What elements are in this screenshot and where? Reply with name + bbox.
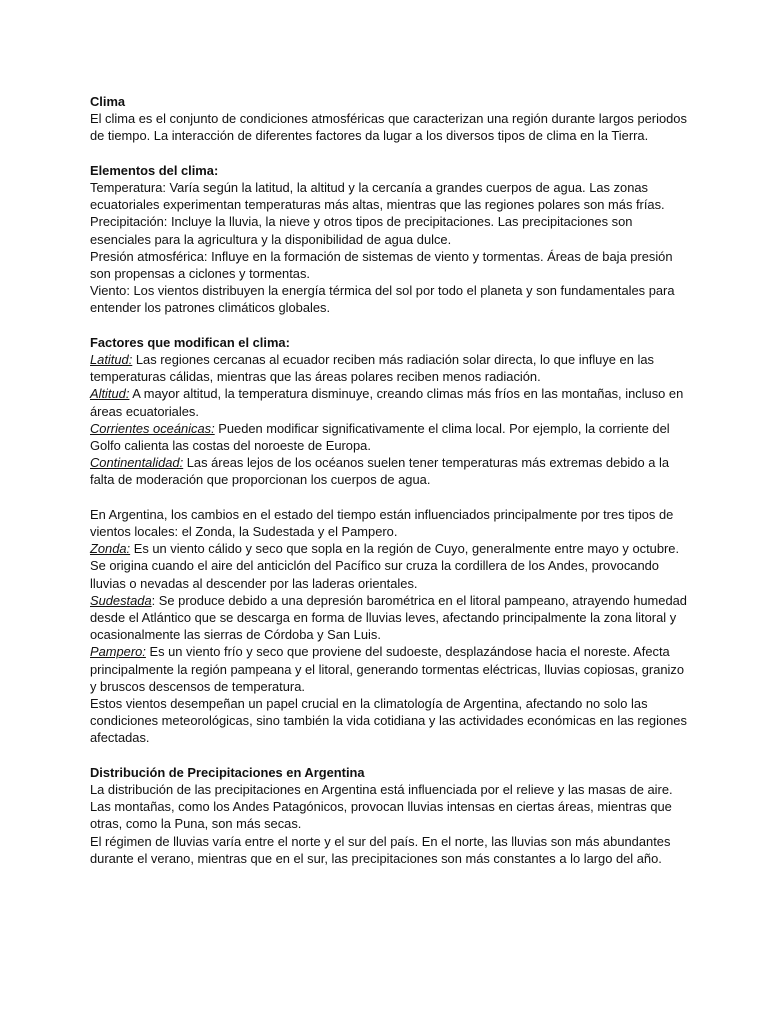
elemento-temperatura: Temperatura: Varía según la latitud, la altitud y la cercanía a grandes cuerpos de agua. Las zonas ecuatoriales experimentan temperaturas más altas, mientras que las regiones polares son más frías. xyxy=(90,180,665,213)
factor-term: Continentalidad: xyxy=(90,455,184,471)
viento-text: Es un viento frío y seco que proviene del sudoeste, desplazándose hacia el noreste. Afecta principalmente la región pampeana y el litoral, generando tormentas eléctricas, lluvias copiosas, granizo y bruscos descensos de temperatura. xyxy=(90,644,685,694)
section-clima xyxy=(90,93,690,145)
argentina-intro: En Argentina, los cambios en el estado del tiempo están influenciados principalmente por tres tipos de vientos locales: el Zonda, la Sudestada y el Pampero. xyxy=(90,506,674,540)
factor-altitud xyxy=(90,385,690,419)
viento-text: Es un viento cálido y seco que sopla en la región de Cuyo, generalmente entre mayo y octubre. Se origina cuando el aire del anticiclón del Pacífico sur cruza la cordillera de los Andes, provocando lluvias o nevadas al descender por las laderas orientales. xyxy=(90,541,680,591)
factor-term: Latitud: xyxy=(90,352,133,368)
factor-text: A mayor altitud, la temperatura disminuye, creando climas más fríos en las montañas, incluso en áreas ecuatoriales. xyxy=(90,386,684,419)
viento-pampero xyxy=(90,643,690,695)
document-page xyxy=(90,93,690,884)
elemento-viento: Viento: Los vientos distribuyen la energía térmica del sol por todo el planeta y son fundamentales para entender los patrones climáticos globales. xyxy=(90,283,675,316)
argentina-closing: Estos vientos desempeñan un papel crucial en la climatología de Argentina, afectando no solo las condiciones meteorológicas, sino también la vida cotidiana y las actividades económicas en las regiones afectadas. xyxy=(90,696,687,746)
viento-zonda xyxy=(90,540,690,592)
viento-sudestada xyxy=(90,592,690,644)
distribucion-paragraph-2: El régimen de lluvias varía entre el norte y el sur del país. En el norte, las lluvias son más abundantes durante el verano, mientras que en el sur, las precipitaciones son más constantes a lo largo del año. xyxy=(90,833,671,866)
clima-paragraph: El clima es el conjunto de condiciones atmosféricas que caracterizan una región durante largos periodos de tiempo. La interacción de diferentes factores da lugar a los diversos tipos de clima en la Tierra. xyxy=(90,111,687,144)
viento-term: Zonda: xyxy=(90,541,131,557)
section-title-distribucion: Distribución de Precipitaciones en Argentina xyxy=(90,764,365,780)
factor-continentalidad xyxy=(90,454,690,488)
section-title-factores: Factores que modifican el clima: xyxy=(90,334,290,350)
elemento-presion: Presión atmosférica: Influye en la formación de sistemas de viento y tormentas. Áreas de baja presión son propensas a ciclones y tormentas. xyxy=(90,248,673,282)
section-factores xyxy=(90,334,690,489)
factor-corrientes xyxy=(90,420,690,454)
elemento-precipitacion: Precipitación: Incluye la lluvia, la nieve y otros tipos de precipitaciones. Las precipitaciones son esenciales para la agricultura y la disponibilidad de agua dulce. xyxy=(90,214,633,247)
factor-text: Las regiones cercanas al ecuador reciben más radiación solar directa, lo que influye en las temperaturas cálidas, mientras que las áreas polares reciben menos radiación. xyxy=(90,352,654,385)
factor-text: Pueden modificar significativamente el clima local. Por ejemplo, la corriente del Golfo calienta las costas del noroeste de Europa. xyxy=(90,420,670,454)
factor-term: Altitud: xyxy=(90,386,130,402)
section-argentina xyxy=(90,506,690,747)
section-title-elementos: Elementos del clima: xyxy=(90,162,219,178)
section-title-clima: Clima xyxy=(90,94,126,109)
viento-term: Sudestada xyxy=(90,592,152,608)
section-elementos xyxy=(90,162,690,317)
factor-text: Las áreas lejos de los océanos suelen tener temperaturas más extremas debido a la falta de moderación que proporcionan los cuerpos de agua. xyxy=(90,455,669,488)
section-distribucion xyxy=(90,764,690,867)
viento-text: : Se produce debido a una depresión barométrica en el litoral pampeano, atrayendo humedad desde el Atlántico que se descarga en forma de lluvias leves, afectando principalmente la zona litoral y ocasionalmente las sierras de Córdoba y San Luis. xyxy=(90,592,687,643)
factor-latitud xyxy=(90,351,690,385)
distribucion-paragraph-1: La distribución de las precipitaciones en Argentina está influenciada por el relieve y las masas de aire. Las montañas, como los Andes Patagónicos, provocan lluvias intensas en ciertas áreas, mientras que otras, como la Puna, son más secas. xyxy=(90,782,673,832)
viento-term: Pampero: xyxy=(90,644,146,660)
factor-term: Corrientes oceánicas: xyxy=(90,420,215,436)
